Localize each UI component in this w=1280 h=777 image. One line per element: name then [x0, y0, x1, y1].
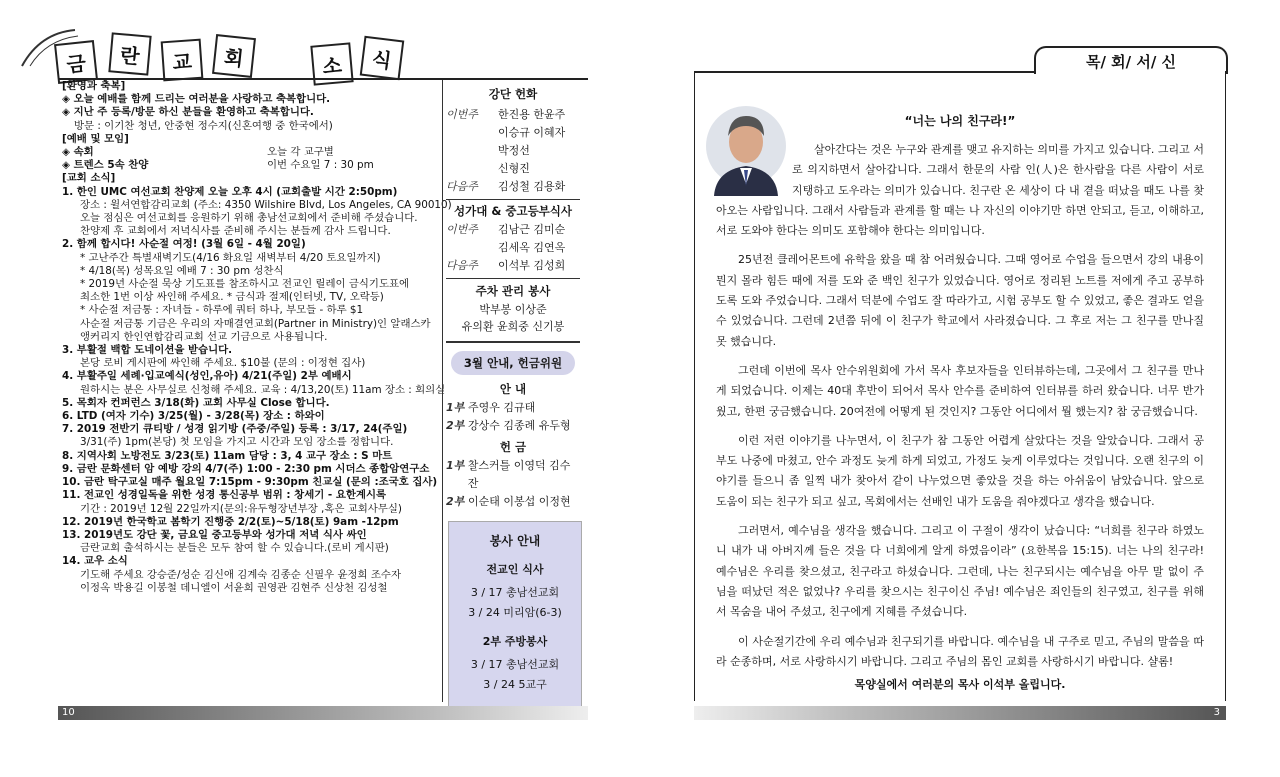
- row-names: 박정선: [498, 144, 530, 157]
- news-item-heading: 2. 함께 합시다! 사순절 여정! (3월 6일 - 4월 20일): [62, 238, 306, 251]
- kitchen-title: 2부 주방봉사: [482, 635, 548, 648]
- letter-paragraph: 이 사순절기간에 우리 예수님과 친구되기를 바랍니다. 예수님을 내 구주로 믿고, 주님의 말씀을 따라 순종하며, 서로 사랑하시기 바랍니다. 그리고 주님의 몸인 교회를 사랑하시기 바랍니다. 샬롬!: [716, 634, 1204, 668]
- altar-flowers-title: 강단 헌화: [488, 87, 538, 101]
- sidebar-row: [446, 457, 580, 493]
- page-number-left: 10: [62, 707, 75, 718]
- sidebar-row: [446, 160, 580, 178]
- news-item-detail: * 2019년 사순절 묵상 기도표를 참조하시고 전교인 릴레이 금식기도표에: [80, 278, 410, 291]
- letter-title: “너는 나의 친구라!”: [904, 114, 1016, 128]
- sidebar-row: [446, 221, 580, 239]
- news-item-heading: 3. 부활절 백합 도네이션을 받습니다.: [62, 344, 233, 357]
- news-item-heading: 10. 금란 탁구교실 매주 월요일 7:15pm - 9:30pm 친교실 (문의 :조국호 집사): [62, 476, 438, 489]
- row-label: 1부: [446, 401, 465, 414]
- news-item-detail: * 사순절 저금통 : 자녀들 - 하루에 쿼터 하나, 부모들 - 하루 $1: [80, 304, 364, 317]
- row-names: 주영우 김규태: [468, 401, 536, 414]
- letter-paragraph: 이런 저런 이야기를 나누면서, 이 친구가 참 그동안 어렵게 살았다는 것을 알았습니다. 그래서 공부도 나중에 마쳤고, 안수 과정도 늦게 하게 되었고, 가정도 늦게 이루었다는 것입니다. 오랜 친구의 이야기를 들으니 좀 일찍 내가 찾아서 같이 나누었으면 좋았을 것을 하는 아쉬움이 남았습니다. 앞으로 도움이 되는 친구가 되고 싶고, 목회에서는 선배인 내가 도움을 줘야겠다고 생각을 했습니다.: [716, 433, 1204, 508]
- news-item-detail: 최소한 1번 이상 싸인해 주세요. * 금식과 절제(인터넷, TV, 오락등): [80, 291, 384, 304]
- right-header-tab: 목/ 회/ 서/ 신: [1034, 46, 1228, 74]
- row-label: 2부: [446, 419, 465, 432]
- meal-title: 전교인 식사: [486, 563, 544, 576]
- sidebar-row: [446, 399, 580, 417]
- worship-row: ◈ 트렌스 5속 찬양 이번 수요일 7 : 30 pm: [62, 159, 374, 172]
- news-item-detail: 장소 : 윌셔연합감리교회 (주소: 4350 Wilshire Blvd, Los Angeles, CA 90010): [80, 198, 452, 211]
- row-label: 1부: [446, 459, 465, 472]
- sidebar-row: [446, 239, 580, 257]
- altar-flowers-list: [446, 106, 580, 196]
- news-list: [62, 185, 452, 595]
- march-title-pill: 3월 안내, 헌금위원: [451, 351, 575, 375]
- row-label: 2부: [446, 495, 465, 508]
- parking-list: 박부봉 이상준 유의환 윤희중 신기봉: [461, 303, 565, 333]
- news-item-detail: 기도해 주세요 강승준/성순 김신애 김계숙 김종순 신필우 윤정희 조수자: [80, 568, 402, 581]
- news-item-detail: 이정옥 박용길 이봉철 데니엘이 서윤희 권영관 김현주 신상천 김성철: [80, 581, 388, 594]
- news-item-detail: 찬양제 후 교회에서 저녁식사를 준비해 주시는 분들께 감사 드립니다.: [80, 225, 391, 238]
- letter-paragraph: 그런데 이번에 목사 안수위원회에 가서 목사 후보자들을 인터뷰하는데, 그곳에서 그 친구를 만나게 되었습니다. 이제는 40대 후반이 되어서 목사 안수를 준비하여 인터뷰를 하러 왔습니다. 너무 반가웠고, 한편 궁금했습니다. 20여전에 어떻게 된 것인지? 그동안 어디에서 뭘 했는지? 참 궁금했습니다.: [716, 363, 1204, 418]
- letter-body: [716, 140, 1204, 672]
- sidebar-row: [446, 257, 580, 275]
- visitors-line: 방문 : 이기찬 청년, 안중현 정수지(신혼여행 중 한국에서): [74, 119, 333, 132]
- row-names: 신형진: [498, 162, 530, 175]
- row-names: 찰스커틀 이영덕 김수잔: [467, 459, 571, 490]
- row-names: 이석부 김성희: [498, 259, 566, 272]
- service-title: 봉사 안내: [489, 534, 541, 548]
- news-item-detail: 앵커리지 한인연합감리교회 선교 기금으로 사용됩니다.: [80, 330, 328, 343]
- service-box: [448, 521, 582, 709]
- divider: [446, 199, 580, 200]
- sidebar-row: [446, 106, 580, 124]
- left-footer-bar: [58, 706, 588, 720]
- news-item-detail: 원하시는 분은 사무실로 신청해 주세요. 교육 : 4/13,20(토) 11am 장소 : 회의실: [80, 383, 446, 396]
- letter-paragraph: 25년전 클레어몬트에 유학을 왔을 때 참 어려웠습니다. 그때 영어로 수업을 들으면서 강의 내용이 뭔지 몰라 힘든 때에 저를 도와 준 백인 친구가 있었습니다. 영어로 정리된 노트를 저에게 주고 공부하도록 도와 주었습니다. 그래서 덕분에 수업도 잘 따라가고, 시험 공부도 할 수 있었고, 좋은 결과도 얻을 수 있었습니다. 그런데 2년쯤 뒤에 이 친구가 학교에서 사라졌습니다. 그 후로 저는 그 친구를 만나질 못 했습니다.: [716, 253, 1204, 348]
- news-item-heading: 8. 지역사회 노방전도 3/23(토) 11am 담당 : 3, 4 교구 장소 : S 마트: [62, 449, 393, 462]
- row-names: 이승규 이혜자: [498, 126, 566, 139]
- row-label: [446, 124, 498, 142]
- row-names: 이순태 이봉섭 이정현: [468, 495, 571, 508]
- banner-char: 회: [212, 34, 256, 78]
- worship-row: ◈ 속회 오늘 각 교구별: [62, 146, 334, 159]
- news-item-heading: 11. 전교인 성경일독을 위한 성경 통신공부 범위 : 창세기 - 요한계시록: [62, 489, 387, 502]
- news-item-detail: 오늘 점심은 여선교회를 응원하기 위해 총남선교회에서 준비해 주셨습니다.: [80, 212, 418, 225]
- divider: [446, 341, 580, 343]
- choir-meal-list: [446, 221, 580, 275]
- kitchen-list: 3 / 17 총남선교회 3 / 24 5교구: [470, 658, 560, 691]
- offering-title: 헌 금: [499, 440, 527, 454]
- parking-title: 주차 관리 봉사: [475, 284, 551, 298]
- left-column-divider: [442, 80, 443, 702]
- row-label: 이번주: [446, 223, 478, 236]
- news-item-heading: 12. 2019년 한국학교 봄학기 진행중 2/2(토)~5/18(토) 9am -12pm: [62, 515, 399, 528]
- news-item-heading: 9. 금란 문화센터 암 예방 강의 4/7(주) 1:00 - 2:30 pm 시더스 종합암연구소: [62, 462, 430, 475]
- letter-paragraph: 살아간다는 것은 누구와 관계를 맺고 유지하는 의미를 가지고 있습니다. 그리고 서로 의지하면서 살아갑니다. 그래서 한문의 사람 인(人)은 한사람을 다른 사람이 서로 지탱하고 도우라는 의미가 있습니다. 친구란 온 세상이 다 내 곁을 떠났을 때도 나를 찾아오는 사람입니다. 그래서 사람들과 관계를 할 때는 나 자신의 이야기만 하면 안되고, 듣고, 이해하고, 서로 도와야 한다는 의미도 포함해야 한다는 의미입니다.: [716, 143, 1204, 238]
- row-label: 다음주: [446, 180, 478, 193]
- meal-list: 3 / 17 총남선교회 3 / 24 미리암(6-3): [468, 586, 562, 619]
- row-names: 강상수 김종례 유두형: [468, 419, 571, 432]
- worship-header: [예배 및 모임]: [62, 132, 129, 145]
- banner-char: 소: [310, 42, 353, 85]
- news-item-heading: 6. LTD (여자 기수) 3/25(월) - 3/28(목) 장소 : 하와이: [62, 410, 325, 423]
- sidebar-row: [446, 178, 580, 196]
- row-names: 김세옥 김연옥: [498, 241, 566, 254]
- news-item-heading: 13. 2019년도 강단 꽃, 금요일 중고등부와 성가대 저녁 식사 싸인: [62, 528, 367, 541]
- row-label: [446, 142, 498, 160]
- banner-char: 금: [54, 40, 98, 84]
- news-item-detail: 3/31(주) 1pm(본당) 첫 모임을 가지고 시간과 모임 장소를 정합니다.: [80, 436, 394, 449]
- row-names: 김성철 김용화: [498, 180, 566, 193]
- banner-char: 식: [360, 36, 405, 81]
- welcome-line: ◈ 오늘 예배를 함께 드리는 여러분을 사랑하고 축복합니다.: [62, 93, 331, 106]
- sidebar-row: [446, 142, 580, 160]
- news-item-heading: 4. 부활주일 세례·입교예식(성인,유아) 4/21(주일) 2부 예배시: [62, 370, 352, 383]
- right-footer-bar: [694, 706, 1226, 720]
- news-item-heading: 14. 교우 소식: [62, 555, 128, 568]
- row-label: [446, 239, 498, 257]
- sidebar-row: [446, 493, 580, 511]
- guide-title: 안 내: [499, 382, 527, 396]
- news-item-heading: 7. 2019 전반기 큐티방 / 성경 읽기방 (주중/주일) 등록 : 3/17, 24(주일): [62, 423, 408, 436]
- guide-list: [446, 399, 580, 435]
- news-item-heading: 1. 한인 UMC 여선교회 찬양제 오늘 오후 4시 (교회출발 시간 2:50pm): [62, 185, 398, 198]
- news-item-heading: 5. 목회자 컨퍼런스 3/18(화) 교회 사무실 Close 합니다.: [62, 396, 330, 409]
- welcome-line: ◈ 지난 주 등록/방문 하신 분들을 환영하고 축복합니다.: [62, 106, 314, 119]
- row-label: [446, 160, 498, 178]
- page-number-right: 3: [1213, 707, 1220, 718]
- signature: 목양실에서 여러분의 목사 이석부 올립니다.: [854, 678, 1066, 691]
- letter-paragraph: 그러면서, 예수님을 생각을 했습니다. 그리고 이 구절이 생각이 났습니다: “너희를 친구라 하였노니 내가 내 아버지께 들은 것을 다 너희에게 알게 하였음이라” (요한복음 15:15). 너는 나의 친구라! 예수님은 우리를 찾으셨고, 친구라고 하셨습니다. 그런데, 나는 친구되시는 예수님을 아무 말 없이 주님을 떠났던 적은 없었나? 우리를 찾으시는 친구이신 주님! 예수님은 죄인들의 친구였고, 친구를 위해서 목숨을 내어 주셨고, 친구에게 지혜를 주셨습니다.: [716, 524, 1204, 619]
- news-item-detail: * 고난주간 특별새벽기도(4/16 화요일 새벽부터 4/20 토요일까지): [80, 251, 381, 264]
- choir-meal-title: 성가대 & 중고등부식사: [453, 204, 573, 218]
- news-item-detail: 금란교회 출석하시는 분들은 모두 참여 할 수 있습니다.(로비 게시판): [80, 542, 389, 555]
- sidebar-row: [446, 417, 580, 435]
- news-item-detail: * 4/18(목) 성목요일 예배 7 : 30 pm 성찬식: [80, 264, 284, 277]
- news-item-detail: 본당 로비 게시판에 싸인해 주세요. $10불 (문의 : 이정현 집사): [80, 357, 366, 370]
- news-item-detail: 기간 : 2019년 12월 22일까지(문의:유두형장년부장 ,혹은 교회사무실): [80, 502, 402, 515]
- news-header: [교회 소식]: [62, 172, 116, 185]
- sidebar: [446, 80, 580, 709]
- church-news: [62, 80, 452, 595]
- divider: [446, 278, 580, 279]
- row-label: 다음주: [446, 259, 478, 272]
- row-names: 김남근 김미순: [498, 223, 566, 236]
- sidebar-row: [446, 124, 580, 142]
- photo-spacer: [716, 140, 792, 200]
- offering-list: [446, 457, 580, 511]
- welcome-header: [환영과 축복]: [62, 80, 126, 92]
- banner-char: 란: [108, 32, 151, 75]
- news-item-detail: 사순절 저금통 기금은 우리의 자매결연교회(Partner in Ministry)인 알래스카: [80, 317, 431, 330]
- row-label: 이번주: [446, 108, 478, 121]
- row-names: 한진용 한윤주: [498, 108, 566, 121]
- banner-char: 교: [161, 39, 204, 82]
